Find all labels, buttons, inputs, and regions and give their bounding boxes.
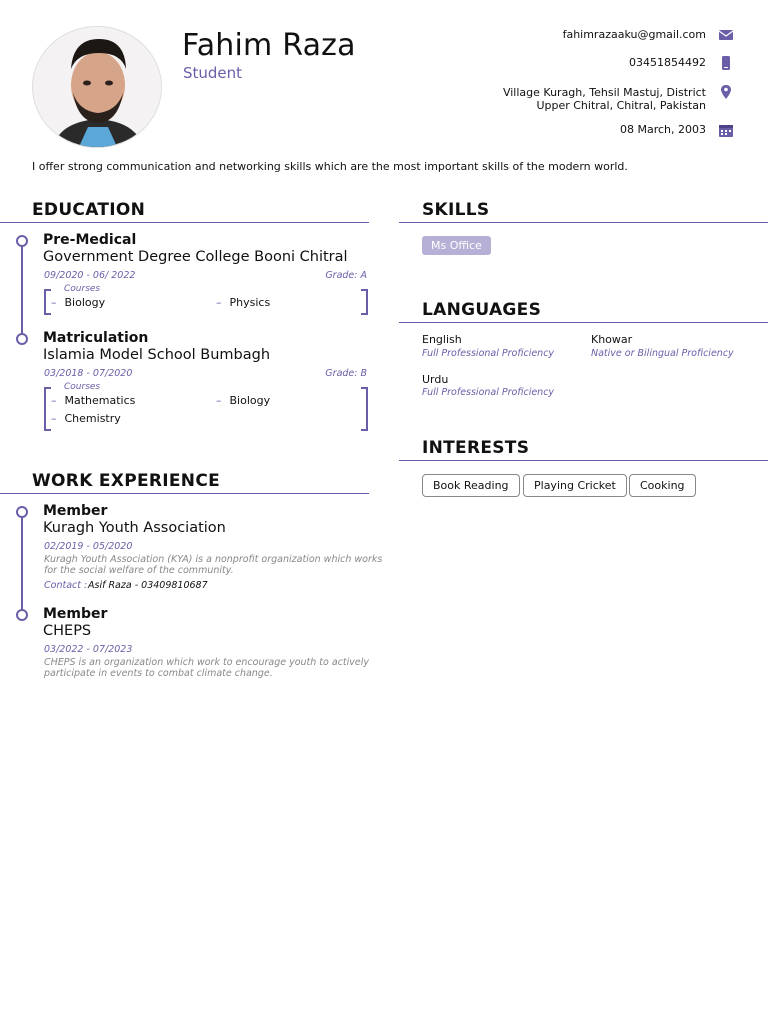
skills-heading: SKILLS bbox=[422, 200, 490, 220]
education-timeline bbox=[21, 241, 23, 344]
course-item: – Physics bbox=[216, 296, 270, 309]
skill-tag: Ms Office bbox=[422, 236, 491, 255]
work-contact-value: Asif Raza - 03409810687 bbox=[88, 580, 208, 591]
course-item: – Mathematics bbox=[51, 394, 135, 407]
work-heading: WORK EXPERIENCE bbox=[32, 471, 221, 491]
interest-tag: Cooking bbox=[629, 474, 696, 497]
education-heading: EDUCATION bbox=[32, 200, 146, 220]
work-desc-line: Kuragh Youth Association (KYA) is a nonprofit organization which works bbox=[44, 554, 383, 565]
email-text[interactable]: fahimrazaaku@gmail.com bbox=[562, 28, 706, 41]
language-level: Full Professional Proficiency bbox=[422, 387, 555, 398]
education-dates: 03/2018 - 07/2020 bbox=[44, 368, 133, 379]
language-level: Native or Bilingual Proficiency bbox=[591, 348, 734, 359]
phone-icon bbox=[718, 55, 734, 71]
address-line-1: Village Kuragh, Tehsil Mastuj, District bbox=[502, 86, 706, 99]
education-institution: Government Degree College Booni Chitral bbox=[43, 249, 348, 265]
work-desc-line: for the social welfare of the community. bbox=[44, 565, 234, 576]
courses-bracket-left bbox=[44, 387, 51, 431]
courses-bracket-right bbox=[361, 289, 368, 315]
calendar-icon bbox=[718, 122, 734, 138]
work-contact-label: Contact : bbox=[44, 580, 88, 591]
skills-divider bbox=[399, 222, 768, 223]
candidate-title: Student bbox=[183, 64, 243, 82]
education-title: Pre-Medical bbox=[43, 232, 137, 248]
summary-text: I offer strong communication and networking skills which are the most important skills of the modern world. bbox=[32, 160, 628, 173]
work-role: Member bbox=[43, 606, 108, 622]
language-level: Full Professional Proficiency bbox=[422, 348, 555, 359]
timeline-dot bbox=[16, 609, 28, 621]
timeline-dot bbox=[16, 333, 28, 345]
course-item: – Biology bbox=[216, 394, 270, 407]
interest-tag: Book Reading bbox=[422, 474, 520, 497]
language-name: English bbox=[422, 333, 462, 346]
work-dates: 02/2019 - 05/2020 bbox=[44, 541, 133, 552]
work-timeline bbox=[21, 512, 23, 615]
courses-bracket-right bbox=[361, 387, 368, 431]
address-line-2: Upper Chitral, Chitral, Pakistan bbox=[536, 99, 706, 112]
work-role: Member bbox=[43, 503, 108, 519]
work-dates: 03/2022 - 07/2023 bbox=[44, 644, 133, 655]
education-grade: Grade: B bbox=[325, 368, 367, 379]
course-item: – Chemistry bbox=[51, 412, 121, 425]
work-org: Kuragh Youth Association bbox=[43, 520, 226, 536]
work-desc-line: participate in events to combat climate change. bbox=[44, 668, 273, 679]
education-institution: Islamia Model School Bumbagh bbox=[43, 347, 271, 363]
courses-label: Courses bbox=[64, 284, 101, 294]
candidate-name: Fahim Raza bbox=[182, 28, 356, 63]
language-name: Urdu bbox=[422, 373, 449, 386]
dob-text: 08 March, 2003 bbox=[619, 123, 706, 136]
interests-heading: INTERESTS bbox=[422, 438, 530, 458]
courses-label: Courses bbox=[64, 382, 101, 392]
language-name: Khowar bbox=[591, 333, 633, 346]
education-dates: 09/2020 - 06/ 2022 bbox=[44, 270, 136, 281]
education-title: Matriculation bbox=[43, 330, 149, 346]
courses-bracket-left bbox=[44, 289, 51, 315]
timeline-dot bbox=[16, 506, 28, 518]
interests-divider bbox=[399, 460, 768, 461]
timeline-dot bbox=[16, 235, 28, 247]
work-divider bbox=[0, 493, 369, 494]
profile-photo bbox=[32, 26, 162, 148]
phone-text[interactable]: 03451854492 bbox=[629, 56, 706, 69]
languages-heading: LANGUAGES bbox=[422, 300, 542, 320]
course-item: – Biology bbox=[51, 296, 105, 309]
work-org: CHEPS bbox=[43, 623, 92, 639]
work-desc-line: CHEPS is an organization which work to encourage youth to actively bbox=[44, 657, 370, 668]
education-grade: Grade: A bbox=[325, 270, 367, 281]
languages-divider bbox=[399, 322, 768, 323]
education-divider bbox=[0, 222, 369, 223]
envelope-icon bbox=[718, 27, 734, 43]
profile-photo-illustration bbox=[33, 27, 162, 148]
interest-tag: Playing Cricket bbox=[523, 474, 627, 497]
location-pin-icon bbox=[718, 84, 734, 100]
